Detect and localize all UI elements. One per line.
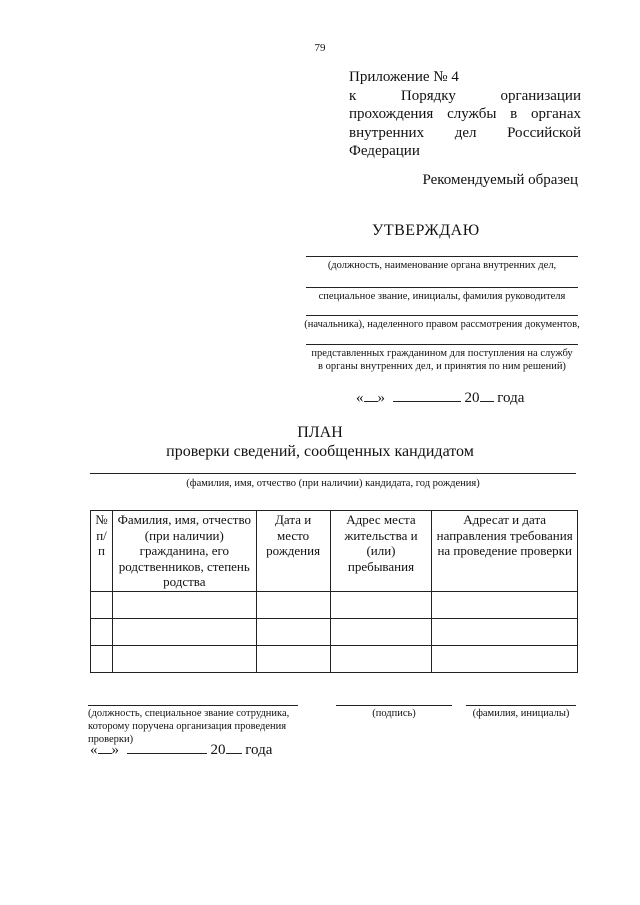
appendix-block (349, 68, 581, 161)
header-address: Адрес места жительства и (или) пребывания (330, 511, 432, 592)
year-prefix: 20 (210, 742, 226, 758)
table-row (91, 618, 578, 645)
approve-caption: (должность, наименование органа внутренних дел, (327, 260, 557, 271)
year-prefix: 20 (464, 390, 480, 406)
month-blank (127, 753, 207, 754)
table-cell (91, 591, 113, 618)
position-line (88, 705, 298, 706)
table-cell (432, 618, 578, 645)
table-cell (112, 591, 256, 618)
position-caption-line: проверки) (88, 734, 134, 745)
year-blank (480, 401, 494, 402)
signature-line (306, 256, 578, 257)
signature-line (306, 344, 578, 345)
signature-line (306, 287, 578, 288)
plan-subtitle: проверки сведений, сообщенных кандидатом (166, 443, 474, 460)
appendix-line: к Порядку организации (349, 87, 581, 104)
name-line (466, 705, 576, 706)
year-suffix: года (245, 742, 273, 758)
approve-caption: специальное звание, инициалы, фамилия руководителя (318, 291, 566, 302)
table-row (91, 645, 578, 672)
candidate-line (90, 473, 576, 474)
table-cell (112, 618, 256, 645)
plan-title: ПЛАН (297, 424, 343, 441)
table-cell (91, 645, 113, 672)
table-cell (432, 591, 578, 618)
table-cell (330, 618, 432, 645)
header-name: Фамилия, имя, отчество (при наличии) гражданина, его родственников, степень родства (112, 511, 256, 592)
year-blank (226, 753, 242, 754)
bottom-date (90, 742, 272, 759)
appendix-title: Приложение № 4 (349, 69, 459, 85)
position-caption (88, 707, 318, 746)
sample-label: Рекомендуемый образец (422, 172, 578, 188)
table-cell (91, 618, 113, 645)
date-quote-open: « (90, 742, 98, 758)
approve-title: УТВЕРЖДАЮ (372, 222, 480, 239)
appendix-line: внутренних дел Российской (349, 124, 581, 141)
table-cell (330, 645, 432, 672)
signature-line (336, 705, 452, 706)
table-cell (330, 591, 432, 618)
year-suffix: года (497, 390, 525, 406)
header-birth: Дата и место рождения (256, 511, 330, 592)
signature-caption: (подпись) (372, 708, 416, 719)
header-number: № п/п (91, 511, 113, 592)
name-caption: (фамилия, инициалы) (472, 708, 570, 719)
table-cell (256, 645, 330, 672)
date-quote-close: » (111, 742, 119, 758)
approve-caption: в органы внутренних дел, и принятия по ним решений) (318, 361, 566, 372)
position-caption-line: которому поручена организация проведения (88, 721, 287, 732)
signature-line (306, 315, 578, 316)
appendix-line: прохождения службы в органах (349, 106, 581, 122)
date-quote-close: » (377, 390, 385, 406)
approve-caption: представленных гражданином для поступления на службу (311, 348, 573, 359)
day-blank (364, 401, 378, 402)
position-caption-line: (должность, специальное звание сотрудника, (88, 708, 290, 719)
candidate-caption: (фамилия, имя, отчество (при наличии) кандидата, год рождения) (186, 478, 480, 489)
header-addressee: Адресат и дата направления требования на проведение проверки (432, 511, 578, 592)
day-blank (98, 753, 112, 754)
approve-date (356, 390, 524, 407)
approve-caption: (начальника), наделенного правом рассмотрения документов, (304, 319, 580, 330)
table-row (91, 591, 578, 618)
table-cell (112, 645, 256, 672)
page-number: 79 (314, 42, 326, 54)
table-cell (432, 645, 578, 672)
date-quote-open: « (356, 390, 364, 406)
table-cell (256, 618, 330, 645)
table-cell (256, 591, 330, 618)
appendix-line: Федерации (349, 143, 420, 159)
plan-table (90, 510, 578, 673)
month-blank (393, 401, 461, 402)
table-header-row (91, 511, 578, 592)
